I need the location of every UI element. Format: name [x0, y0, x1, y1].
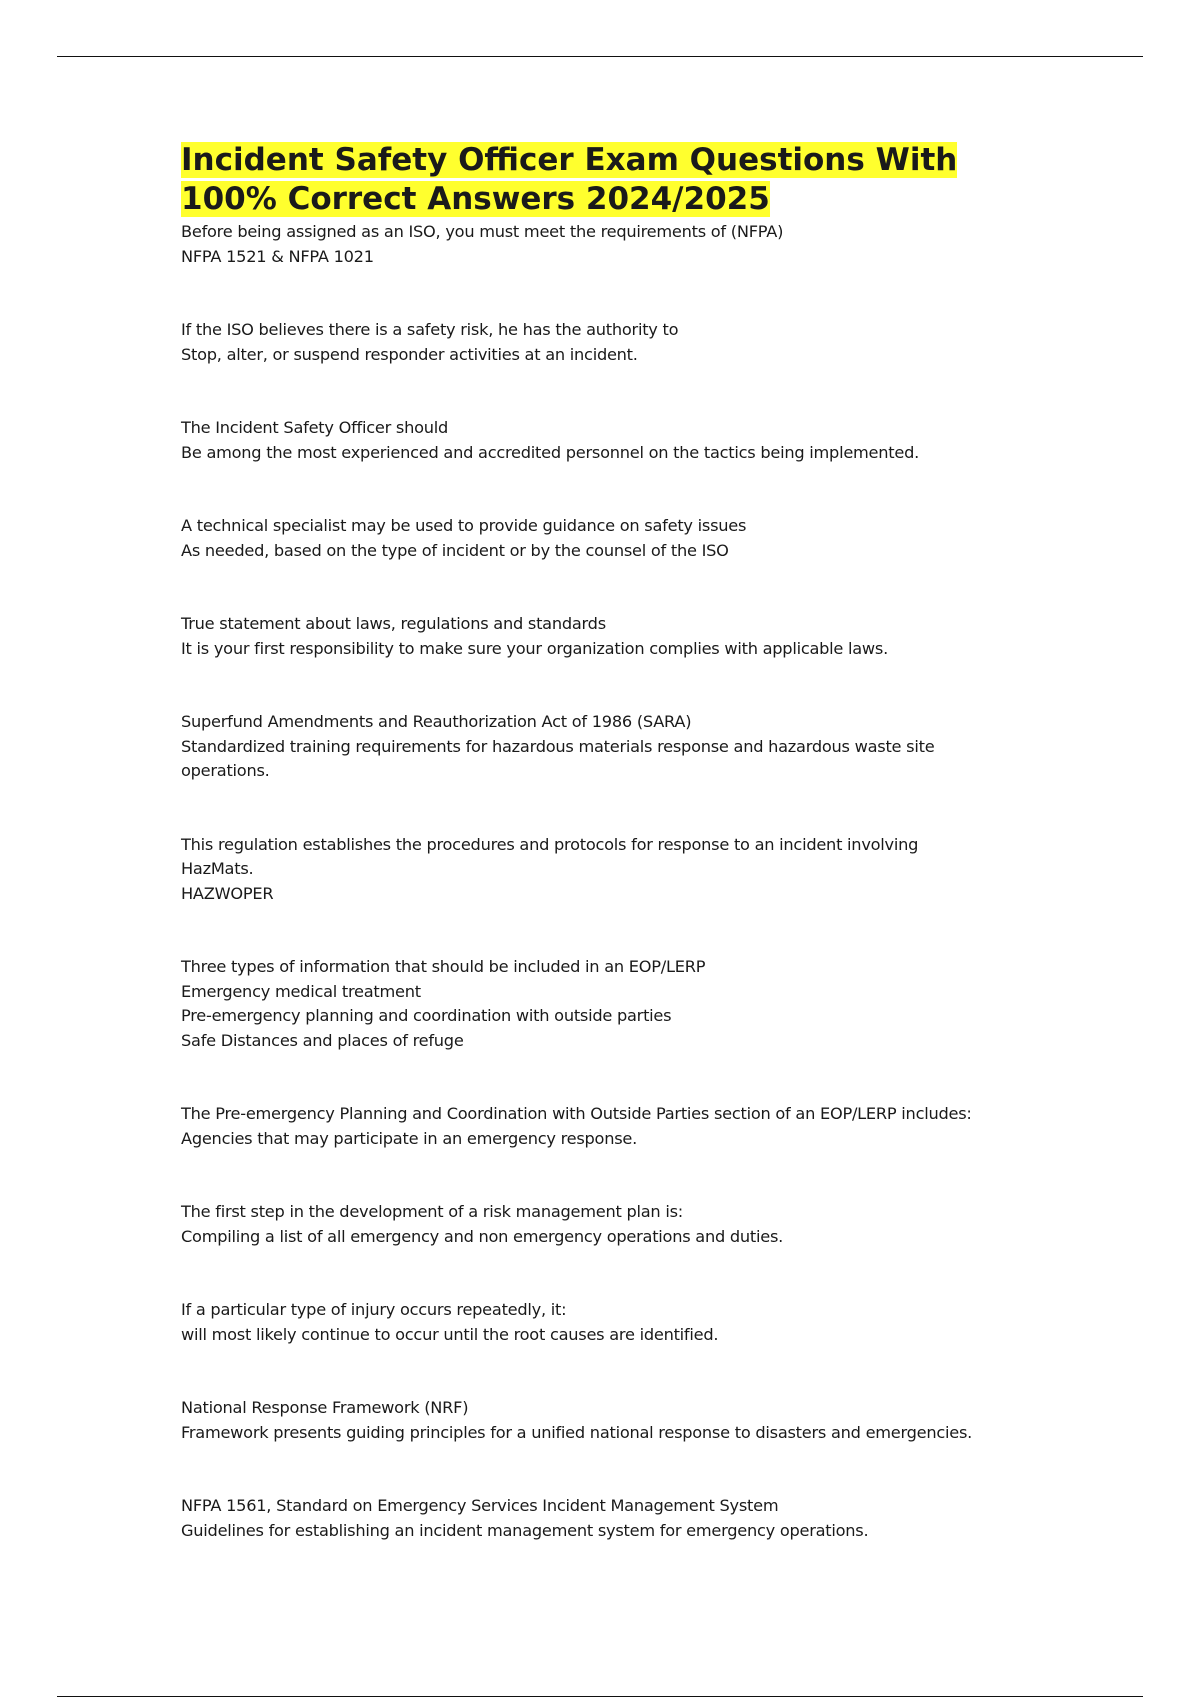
answer-text: will most likely continue to occur until the root causes are identified.	[181, 1324, 719, 1344]
answer-text: Be among the most experienced and accredited personnel on the tactics being implemented.	[181, 442, 919, 462]
qa-item-8	[181, 955, 1061, 1053]
qa-item-13	[181, 1494, 1061, 1543]
question-text: True statement about laws, regulations and standards	[181, 614, 606, 633]
question-text: National Response Framework (NRF)	[181, 1398, 469, 1417]
qa-item-1	[181, 220, 1061, 269]
question-text: Before being assigned as an ISO, you must meet the requirements of (NFPA)	[181, 222, 784, 241]
question-text: The first step in the development of a risk management plan is:	[181, 1202, 683, 1221]
answer-text: Agencies that may participate in an emergency response.	[181, 1128, 637, 1148]
question-text: Three types of information that should be included in an EOP/LERP	[181, 957, 706, 976]
answer-text-continued: operations.	[181, 761, 270, 780]
answer-text: Safe Distances and places of refuge	[181, 1030, 464, 1050]
qa-item-12	[181, 1396, 1061, 1445]
qa-item-6	[181, 710, 1061, 784]
answer-text: Guidelines for establishing an incident management system for emergency operations.	[181, 1520, 869, 1540]
question-text: This regulation establishes the procedures and protocols for response to an incident involving	[181, 834, 919, 854]
title-line-2: 100% Correct Answers 2024/2025	[181, 181, 770, 217]
question-text-continued: HazMats.	[181, 859, 254, 878]
qa-item-10	[181, 1200, 1061, 1249]
qa-item-4	[181, 514, 1061, 563]
document-title	[181, 141, 1061, 219]
header-rule	[57, 56, 1143, 57]
qa-item-3	[181, 416, 1061, 465]
qa-item-5	[181, 612, 1061, 661]
question-text: Superfund Amendments and Reauthorization Act of 1986 (SARA)	[181, 712, 692, 731]
answer-text: As needed, based on the type of incident or by the counsel of the ISO	[181, 540, 729, 560]
answer-text: Pre-emergency planning and coordination with outside parties	[181, 1006, 672, 1025]
answer-text: HAZWOPER	[181, 883, 274, 903]
question-text: The Pre-emergency Planning and Coordination with Outside Parties section of an EOP/LERP includes:	[181, 1104, 972, 1123]
qa-item-2	[181, 318, 1061, 367]
question-text: A technical specialist may be used to provide guidance on safety issues	[181, 516, 747, 535]
answer-text: Framework presents guiding principles for a unified national response to disasters and emergencies.	[181, 1422, 973, 1442]
answer-text: Stop, alter, or suspend responder activities at an incident.	[181, 344, 638, 364]
footer-rule	[57, 1696, 1143, 1697]
question-text: If a particular type of injury occurs repeatedly, it:	[181, 1300, 567, 1319]
answer-text: It is your first responsibility to make sure your organization complies with applicable laws.	[181, 638, 889, 658]
answer-text: NFPA 1521 & NFPA 1021	[181, 246, 374, 266]
question-text: NFPA 1561, Standard on Emergency Services Incident Management System	[181, 1496, 779, 1515]
question-text: The Incident Safety Officer should	[181, 418, 449, 437]
qa-item-11	[181, 1298, 1061, 1347]
answer-text: Standardized training requirements for hazardous materials response and hazardous waste site	[181, 736, 935, 756]
qa-item-7	[181, 833, 1061, 907]
answer-text: Compiling a list of all emergency and non emergency operations and duties.	[181, 1226, 784, 1246]
qa-item-9	[181, 1102, 1061, 1151]
answer-text: Emergency medical treatment	[181, 981, 421, 1001]
question-text: If the ISO believes there is a safety risk, he has the authority to	[181, 320, 679, 339]
document-body	[181, 141, 1061, 1543]
title-line-1: Incident Safety Officer Exam Questions With	[181, 142, 958, 178]
